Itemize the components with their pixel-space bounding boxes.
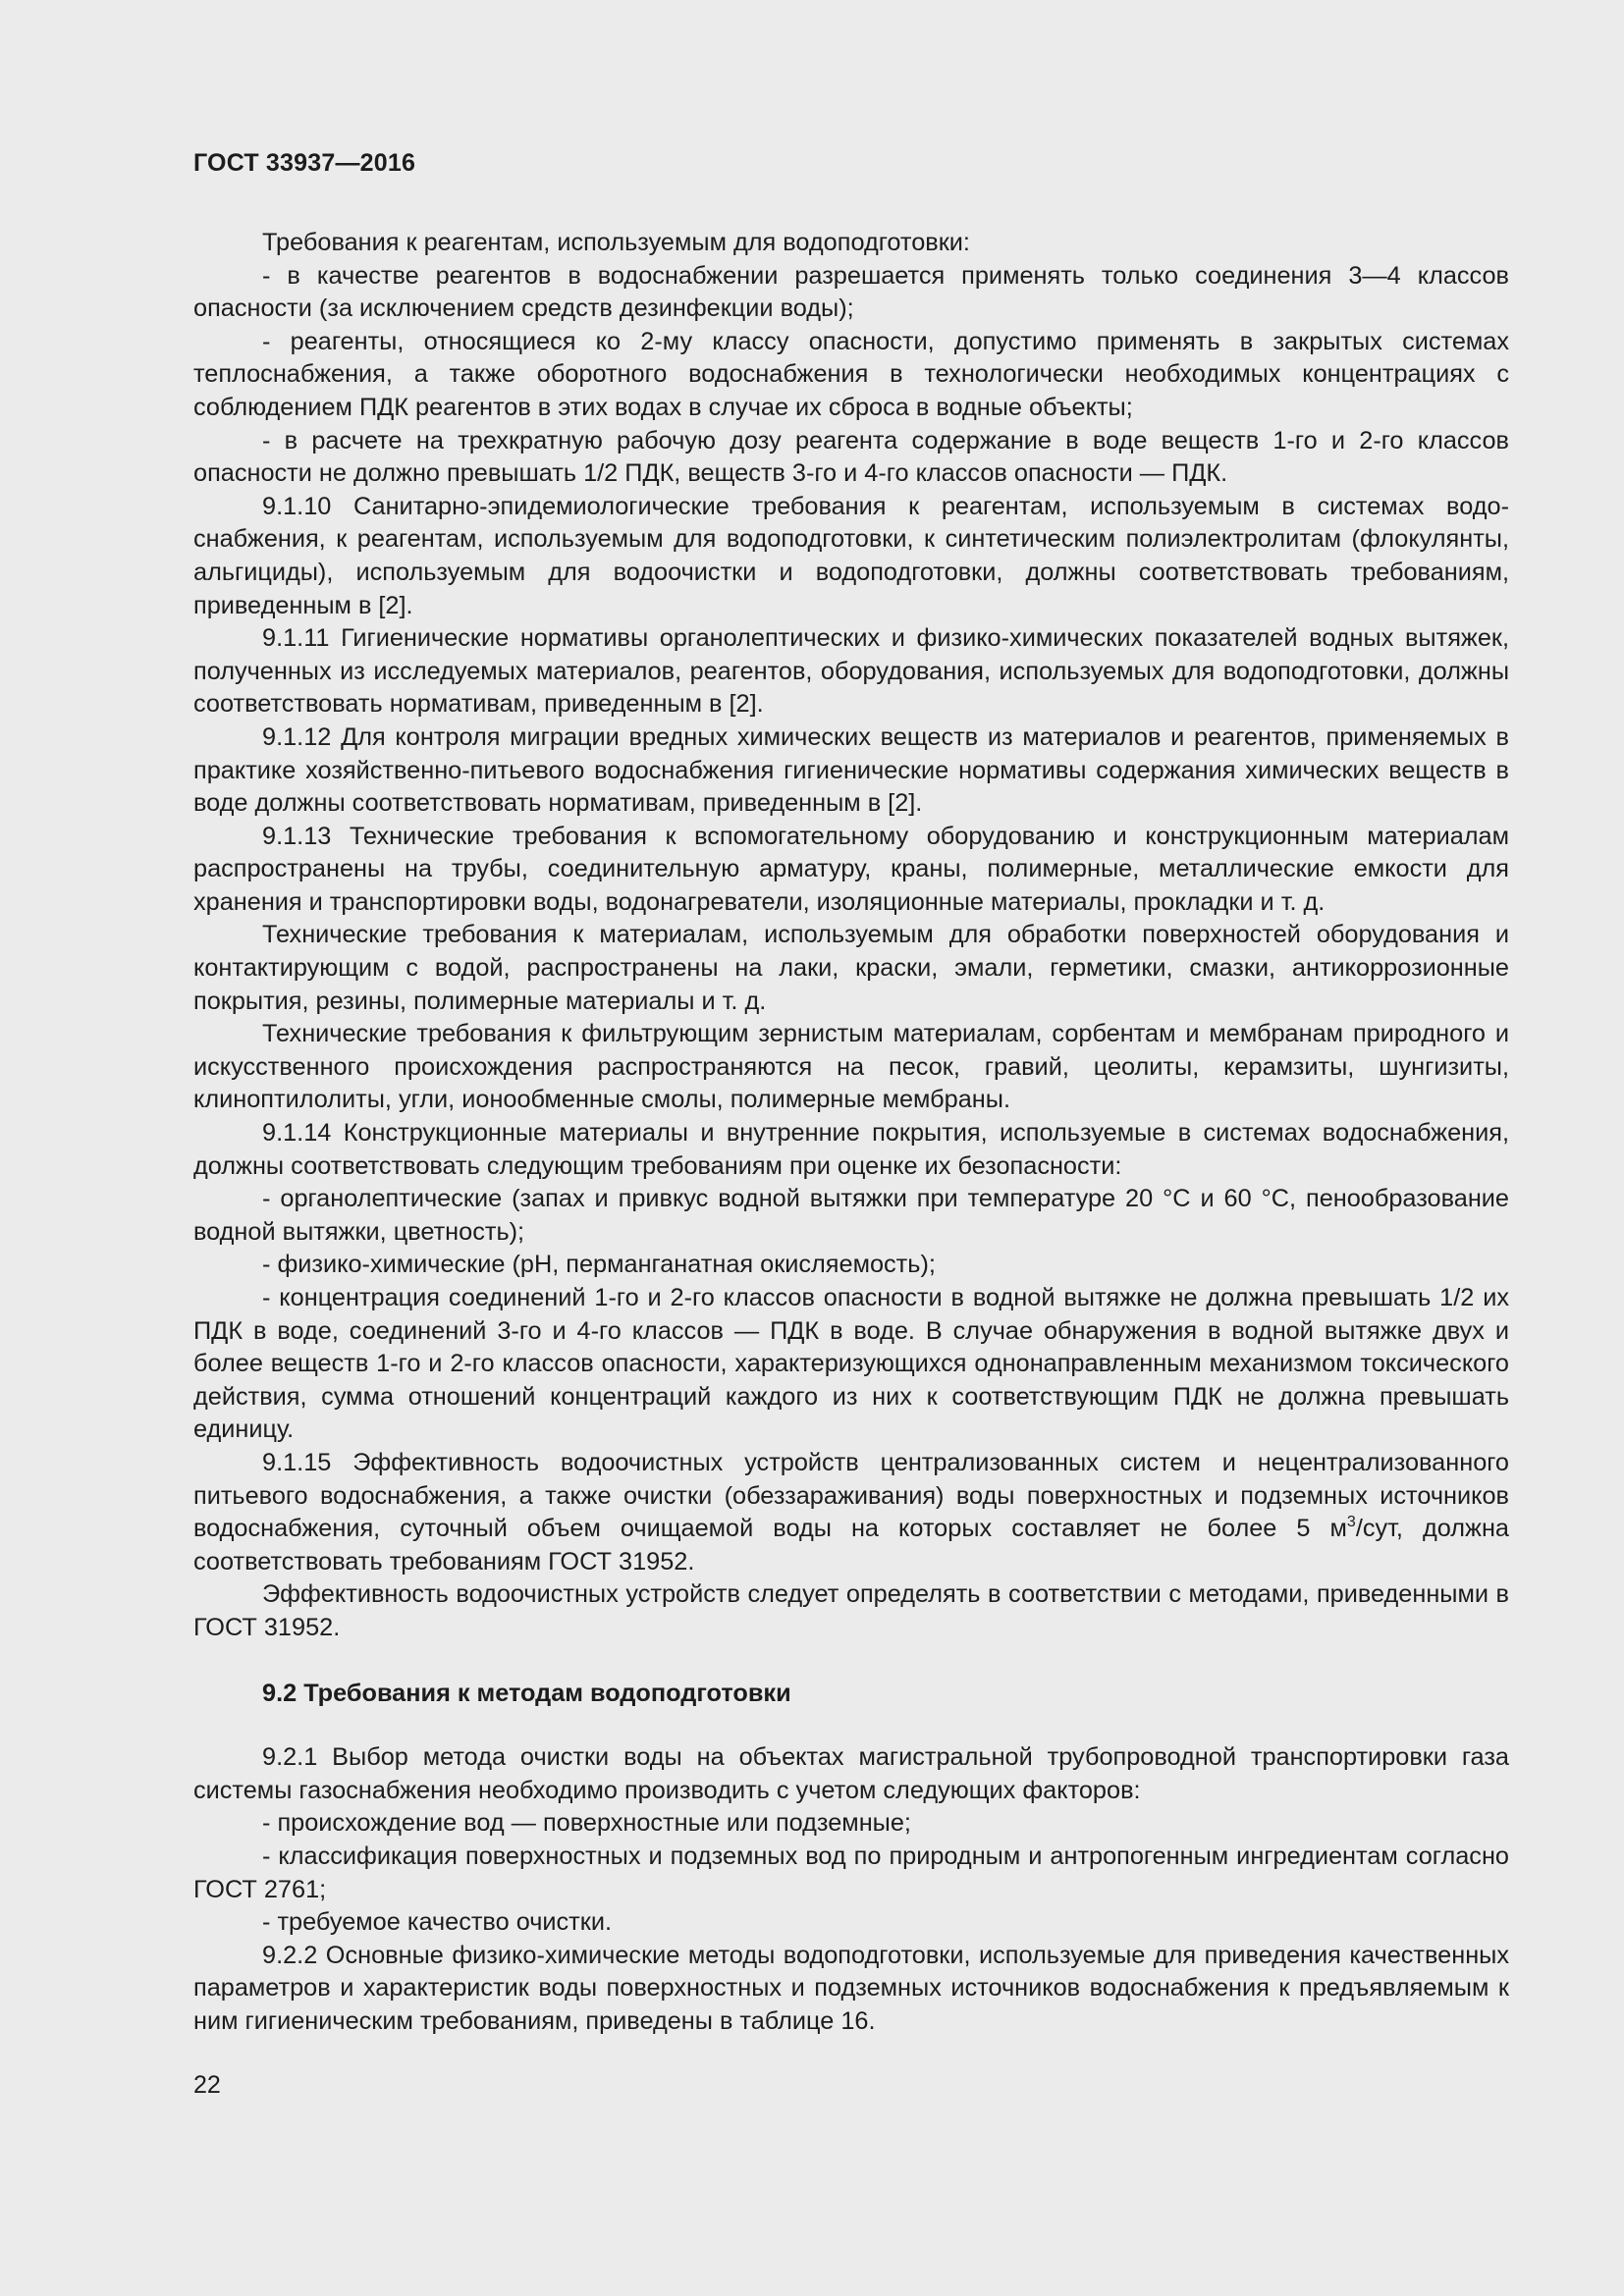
list-item: - в расчете на трехкратную рабочую дозу реагента содержание в воде веществ 1-го и 2-го классов опасности не должно превышать 1/2 ПДК, веществ 3-го и 4-го классов опасности — ПДК. (193, 426, 1509, 488)
document-header: ГОСТ 33937—2016 (193, 149, 416, 177)
list-item: - требуемое качество очистки. (262, 1908, 612, 1937)
list-item: - классификация поверхностных и подземных вод по природным и антропогенным ингредиентам согласно ГОСТ 2761; (193, 1842, 1509, 1903)
clause-9-1-10: 9.1.10 Санитарно-эпидемиологические требования к реагентам, используемым в системах водоснабжения, к реагентам, используемым для водоподготовки, к синтетическим полиэлектролитам (флокулянты, альгициды), используемым для водоочистки и водоподготовки, должны соответствовать требованиям, приведенным в [2]. (193, 492, 1509, 619)
clause-9-1-13: 9.1.13 Технические требования к вспомогательному оборудованию и конструкционным материалам распространены на трубы, соединительную арматуру, краны, полимерные, металлические емкости для хранения и транспортировки воды, водонагреватели, изоляционные материалы, прокладки и т. д. (193, 822, 1509, 916)
clause-9-1-15 (193, 1447, 1509, 1578)
clause-9-2-2: 9.2.2 Основные физико-химические методы водоподготовки, используемые для приведения качественных параметров и характеристик воды поверхностных и подземных источников водоснабжения к предъявляемым к ним гигиеническим требованиям, приведены в таблице 16. (193, 1941, 1509, 2035)
list-item: - физико-химические (рН, перманганатная окисляемость); (262, 1251, 936, 1279)
clause-9-1-11: 9.1.11 Гигиенические нормативы органолептических и физико-химических показателей водных вытяжек, полученных из исследуемых материалов, реагентов, оборудования, используемых для водоподготовки, должны соответствовать нормативам, приведенным в [2]. (193, 624, 1509, 719)
list-item: - в качестве реагентов в водоснабжении разрешается применять только соединения 3—4 классов опасности (за исключением средств дезинфекции воды); (193, 261, 1509, 323)
clause-9-1-12: 9.1.12 Для контроля миграции вредных химических веществ из материалов и реагентов, применяемых в практике хозяйственно-питьевого водоснабжения гигиенические нормативы содержания химических веществ в воде должны соответствовать нормативам, приведенным в [2]. (193, 722, 1509, 818)
paragraph: Требования к реагентам, используемым для водоподготовки: (262, 229, 970, 256)
superscript: 3 (1346, 1514, 1356, 1531)
clause-9-1-14: 9.1.14 Конструкционные материалы и внутренние покрытия, используемые в системах водоснабжения, должны соответствовать следующим требованиям при оценке их безопасности: (193, 1119, 1509, 1180)
clause-text: /сут, должна соответствовать требованиям ГОСТ 31952. (193, 1515, 1509, 1575)
list-item: - реагенты, относящиеся ко 2-му классу опасности, допустимо применять в закрытых системах теплоснабжения, а также оборотного водоснабжения в технологически необходимых концентрациях с соблюдением ПДК реагентов в этих водах в случае их сброса в водные объекты; (193, 327, 1509, 421)
document-body (193, 227, 1509, 2038)
list-item: - происхождение вод — поверхностные или подземные; (262, 1809, 911, 1838)
paragraph: Технические требования к материалам, используемым для обработки поверхностей оборудования и контактирующим с водой, распространены на лаки, краски, эмали, герметики, смазки, антикоррозионные покрытия, резины, полимерные материалы и т. д. (193, 921, 1509, 1015)
paragraph: Технические требования к фильтрующим зернистым материалам, сорбентам и мембранам природного и искусственного происхождения распространяются на песок, гравий, цеолиты, керамзиты, шунгизиты, клиноптилолиты, угли, ионообменные смолы, полимерные мембраны. (193, 1020, 1509, 1114)
clause-9-2-1: 9.2.1 Выбор метода очистки воды на объектах магистральной трубопроводной транспортировки газа системы газоснабжения необходимо производить с учетом следующих факторов: (193, 1743, 1509, 1804)
list-item: - концентрация соединений 1-го и 2-го классов опасности в водной вытяжке не должна превышать 1/2 их ПДК в воде, соединений 3-го и 4-го классов — ПДК в воде. В случае обнаружения в водной вытяжке двух и более веществ 1-го и 2-го классов опасности, характеризующихся однонаправленным механизмом токсического действия, сумма отношений концентраций каждого из них к соответствующим ПДК не должна превышать единицу. (193, 1284, 1509, 1444)
clause-text: 9.1.15 Эффективность водоочистных устройств централизованных систем и нецентрализованного питьевого водоснабжения, а также очистки (обеззараживания) воды поверхностных и подземных источников водоснабжения, суточный объем очищаемой воды на которых составляет не более 5 м (193, 1448, 1509, 1543)
section-title-9-2: 9.2 Требования к методам водоподготовки (262, 1679, 791, 1707)
page-number: 22 (193, 2071, 221, 2099)
paragraph: Эффективность водоочистных устройств следует определять в соответствии с методами, приведенными в ГОСТ 31952. (193, 1580, 1509, 1641)
list-item: - органолептические (запах и привкус водной вытяжки при температуре 20 °С и 60 °С, пенообразование водной вытяжки, цветность); (193, 1185, 1509, 1246)
